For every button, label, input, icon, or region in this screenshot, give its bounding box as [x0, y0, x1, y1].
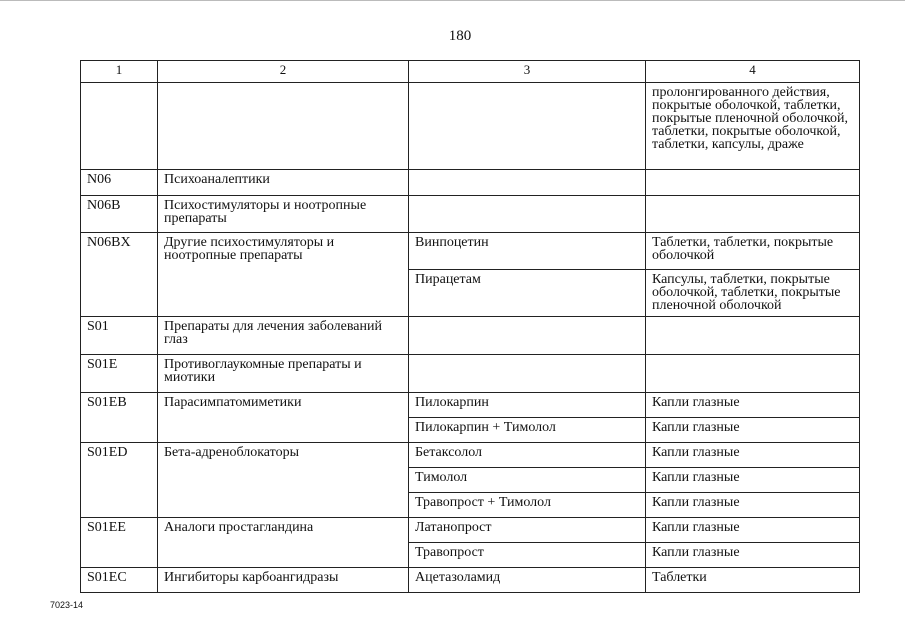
group-name-cell: Парасимпатомиметики: [158, 393, 409, 443]
code-cell: S01ED: [81, 443, 158, 518]
form-cell: Капли глазные: [646, 543, 860, 568]
drug-cell: [409, 355, 646, 393]
drug-cell: Латанопрост: [409, 518, 646, 543]
form-cell: Капли глазные: [646, 443, 860, 468]
table-row: [81, 355, 860, 393]
header-col-3: 3: [409, 61, 646, 83]
header-row: [81, 61, 860, 83]
drug-cell: Травопрост: [409, 543, 646, 568]
code-cell: S01: [81, 317, 158, 355]
table-row: [81, 317, 860, 355]
table-row: [81, 170, 860, 196]
form-cell: [646, 196, 860, 233]
drug-cell: [409, 83, 646, 170]
group-name-cell: Бета-адреноблокаторы: [158, 443, 409, 518]
group-name-cell: Аналоги простагландина: [158, 518, 409, 568]
group-name-cell: Противоглаукомные препараты и миотики: [158, 355, 409, 393]
drug-cell: Бетаксолол: [409, 443, 646, 468]
code-cell: S01E: [81, 355, 158, 393]
group-name-cell: Ингибиторы карбоангидразы: [158, 568, 409, 593]
table-row: [81, 233, 860, 270]
table-row: [81, 443, 860, 468]
table-row: [81, 568, 860, 593]
table-row: [81, 83, 860, 170]
form-cell: Капли глазные: [646, 418, 860, 443]
code-cell: S01EC: [81, 568, 158, 593]
header-col-1: 1: [81, 61, 158, 83]
drug-cell: Тимолол: [409, 468, 646, 493]
table-row: [81, 196, 860, 233]
form-cell: [646, 317, 860, 355]
header-col-2: 2: [158, 61, 409, 83]
group-name-cell: Психоаналептики: [158, 170, 409, 196]
form-cell: Капли глазные: [646, 493, 860, 518]
form-cell: [646, 170, 860, 196]
group-name-cell: Психостимуляторы и ноотропные препараты: [158, 196, 409, 233]
page-number: 180: [448, 28, 472, 44]
code-cell: S01EB: [81, 393, 158, 443]
code-cell: N06B: [81, 196, 158, 233]
group-name-cell: [158, 83, 409, 170]
document-code: 7023-14: [50, 600, 84, 610]
drug-cell: Ацетазоламид: [409, 568, 646, 593]
table-row: [81, 393, 860, 418]
form-cell: Таблетки, таблетки, покрытые оболочкой: [646, 233, 860, 270]
group-name-cell: Препараты для лечения заболеваний глаз: [158, 317, 409, 355]
code-cell: S01EE: [81, 518, 158, 568]
drug-cell: Винпоцетин: [409, 233, 646, 270]
drug-cell: Травопрост + Тимолол: [409, 493, 646, 518]
form-cell: Капли глазные: [646, 518, 860, 543]
table-row: [81, 518, 860, 543]
form-cell: Капли глазные: [646, 393, 860, 418]
header-col-4: 4: [646, 61, 860, 83]
code-cell: N06BX: [81, 233, 158, 317]
drug-cell: Пилокарпин + Тимолол: [409, 418, 646, 443]
code-cell: [81, 83, 158, 170]
drug-cell: Пирацетам: [409, 270, 646, 317]
drug-cell: [409, 170, 646, 196]
drug-cell: Пилокарпин: [409, 393, 646, 418]
form-cell: пролонгированного действия, покрытые оболочкой, таблетки, покрытые пленочной оболочкой, таблетки, покрытые оболочкой, таблетки, капсулы, драже: [646, 83, 860, 170]
form-cell: [646, 355, 860, 393]
group-name-cell: Другие психостимуляторы и ноотропные препараты: [158, 233, 409, 317]
code-cell: N06: [81, 170, 158, 196]
drug-table: [80, 60, 860, 593]
form-cell: Капсулы, таблетки, покрытые оболочкой, таблетки, покрытые пленочной оболочкой: [646, 270, 860, 317]
form-cell: Таблетки: [646, 568, 860, 593]
drug-cell: [409, 196, 646, 233]
drug-cell: [409, 317, 646, 355]
page-top-edge: [0, 0, 905, 3]
form-cell: Капли глазные: [646, 468, 860, 493]
